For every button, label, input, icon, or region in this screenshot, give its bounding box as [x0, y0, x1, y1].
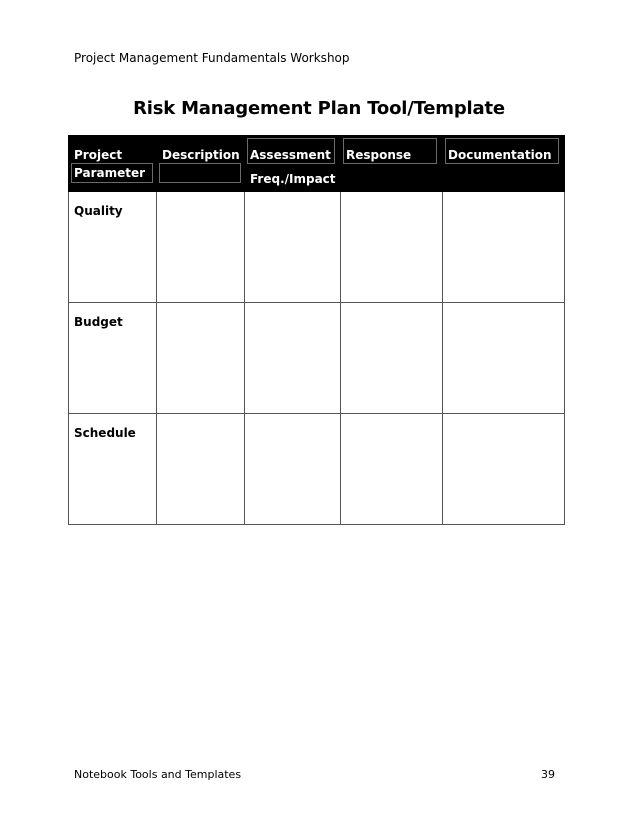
header-line: Assessment — [250, 148, 331, 162]
footer-section-title: Notebook Tools and Templates — [74, 768, 242, 781]
description-cell — [157, 192, 245, 303]
header-line: Description — [162, 148, 240, 162]
description-cell — [157, 303, 245, 414]
response-cell — [341, 303, 443, 414]
header-line: Freq./Impact — [250, 172, 336, 186]
header-line: Response — [346, 148, 412, 162]
page-number: 39 — [541, 768, 555, 781]
header-cell-frame — [159, 163, 241, 183]
table-row-schedule — [69, 414, 565, 525]
row-label-cell — [69, 414, 157, 525]
page-title: Risk Management Plan Tool/Template — [133, 98, 505, 119]
documentation-cell — [443, 192, 565, 303]
documentation-cell — [443, 303, 565, 414]
risk-management-table — [68, 135, 565, 525]
assessment-cell — [245, 303, 341, 414]
header-line: Project — [74, 148, 123, 162]
column-header-assessment — [245, 136, 341, 192]
header-line: Parameter — [74, 166, 146, 180]
table-row-budget — [69, 303, 565, 414]
table-header-row — [69, 136, 565, 192]
description-cell — [157, 414, 245, 525]
row-label: Schedule — [74, 426, 136, 440]
assessment-cell — [245, 192, 341, 303]
row-label: Quality — [74, 204, 123, 218]
row-label: Budget — [74, 315, 123, 329]
table-row-quality — [69, 192, 565, 303]
column-header-response — [341, 136, 443, 192]
assessment-cell — [245, 414, 341, 525]
row-label-cell — [69, 192, 157, 303]
running-header: Project Management Fundamentals Workshop — [74, 51, 350, 65]
response-cell — [341, 414, 443, 525]
row-label-cell — [69, 303, 157, 414]
header-line: Documentation — [448, 148, 552, 162]
documentation-cell — [443, 414, 565, 525]
column-header-description — [157, 136, 245, 192]
response-cell — [341, 192, 443, 303]
column-header-project-parameter — [69, 136, 157, 192]
column-header-documentation — [443, 136, 565, 192]
